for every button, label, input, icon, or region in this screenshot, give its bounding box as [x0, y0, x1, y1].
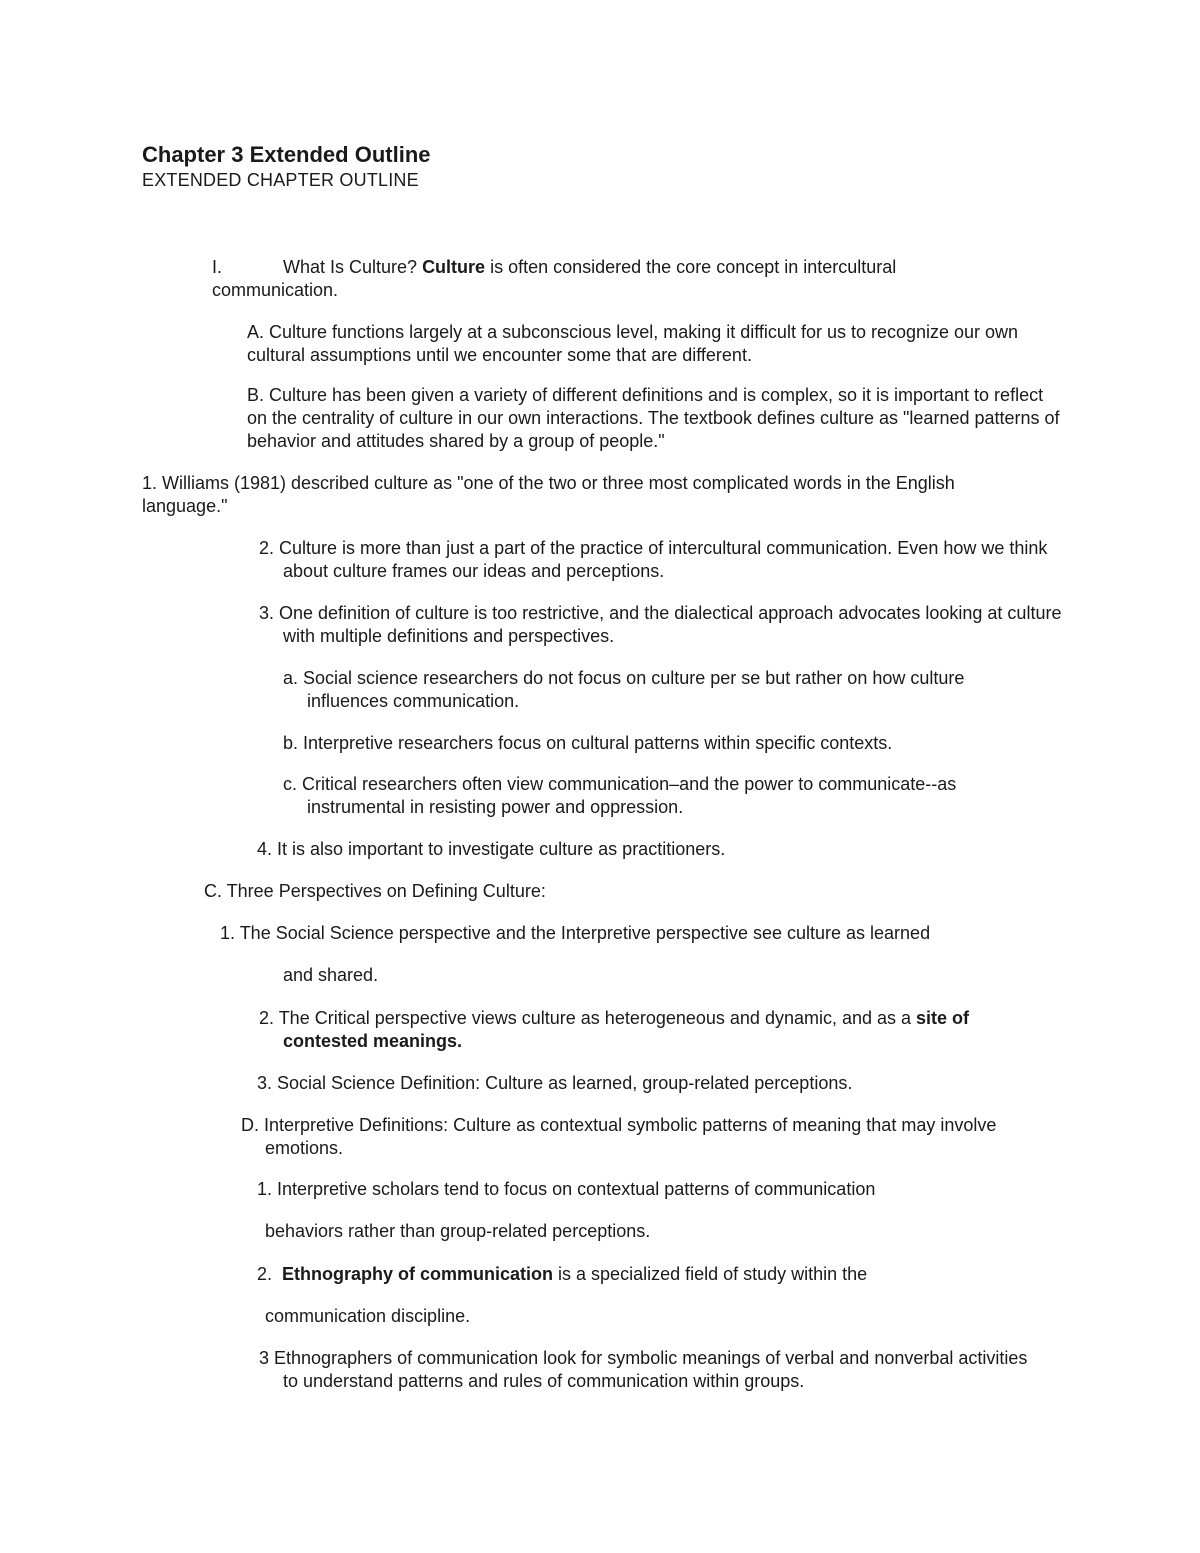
- section-term: Culture: [422, 257, 486, 277]
- section-number: I.: [212, 257, 223, 277]
- document-subtitle: EXTENDED CHAPTER OUTLINE: [142, 170, 419, 190]
- outline-item-d2-number: 2.: [257, 1264, 283, 1284]
- outline-item-d2-rest: is a specialized field of study within the: [553, 1264, 868, 1284]
- outline-item-c2: [259, 1007, 1053, 1053]
- outline-item-1: 1. Williams (1981) described culture as "one of the two or three most complicated words in the English language.": [142, 473, 955, 516]
- section-heading: [283, 256, 983, 279]
- outline-item-d1: 1. Interpretive scholars tend to focus on contextual patterns of communication: [257, 1179, 876, 1199]
- outline-item-d2-term: Ethnography of communication: [282, 1264, 554, 1284]
- outline-item-c2-text: 2. The Critical perspective views culture as heterogeneous and dynamic, and as a: [259, 1008, 917, 1028]
- outline-item-4: 4. It is also important to investigate culture as practitioners.: [257, 839, 726, 859]
- section-lead: What Is Culture?: [283, 257, 423, 277]
- outline-item-3: 3. One definition of culture is too restrictive, and the dialectical approach advocates looking at culture with multiple definitions and perspectives.: [259, 603, 1062, 646]
- document-title: Chapter 3 Extended Outline: [142, 142, 431, 167]
- outline-item-d: D. Interpretive Definitions: Culture as contextual symbolic patterns of meaning that may involve emotions.: [241, 1115, 997, 1158]
- outline-item-c: C. Three Perspectives on Defining Culture:: [204, 881, 546, 901]
- section-rest: is often considered the core concept in intercultural: [485, 257, 897, 277]
- outline-item-d1-continued: behaviors rather than group-related perceptions.: [265, 1221, 651, 1241]
- outline-item-3a: a. Social science researchers do not focus on culture per se but rather on how culture influences communication.: [283, 668, 965, 711]
- outline-item-d2: [257, 1263, 1037, 1286]
- outline-item-c3: 3. Social Science Definition: Culture as learned, group-related perceptions.: [257, 1073, 853, 1093]
- outline-item-c1-continued: and shared.: [283, 965, 379, 985]
- outline-item-2: 2. Culture is more than just a part of the practice of intercultural communication. Even how we think about culture frames our ideas and perceptions.: [259, 538, 1048, 581]
- outline-item-c1: 1. The Social Science perspective and the Interpretive perspective see culture as learned: [220, 923, 931, 943]
- outline-item-3b: b. Interpretive researchers focus on cultural patterns within specific contexts.: [283, 733, 893, 753]
- outline-item-3c: c. Critical researchers often view communication–and the power to communicate--as instrumental in resisting power and oppression.: [283, 774, 957, 817]
- outline-item-a: A. Culture functions largely at a subconscious level, making it difficult for us to recognize our own cultural assumptions until we encounter some that are different.: [247, 322, 1019, 365]
- section-heading-continued: communication.: [212, 280, 339, 300]
- outline-item-b: B. Culture has been given a variety of different definitions and is complex, so it is important to reflect on the centrality of culture in our own interactions. The textbook defines culture as "learned patterns of behavior and attitudes shared by a group of people.": [247, 385, 1060, 451]
- outline-item-d2-continued: communication discipline.: [265, 1306, 471, 1326]
- outline-item-d3: 3 Ethnographers of communication look for symbolic meanings of verbal and nonverbal activities to understand patterns and rules of communication within groups.: [259, 1348, 1028, 1391]
- outline-item-c2-term: site of contested meanings.: [283, 1008, 970, 1051]
